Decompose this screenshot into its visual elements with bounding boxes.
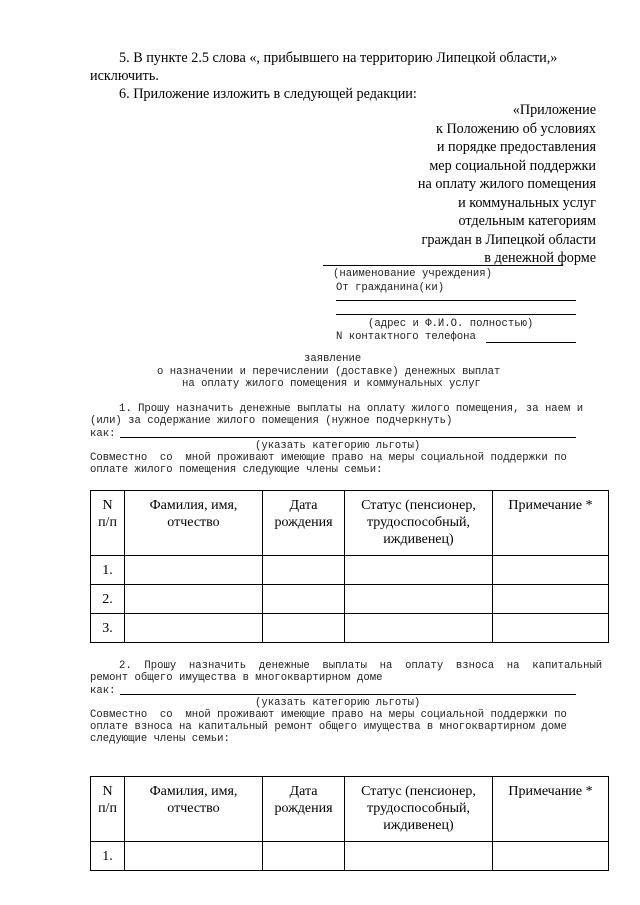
form-subtitle-2: на оплату жилого помещения и коммунальных услуг xyxy=(182,378,481,390)
section1-line1: 1. Прошу назначить денежные выплаты на оплату жилого помещения, за наем и xyxy=(119,403,584,415)
cell-full-name[interactable] xyxy=(125,614,263,643)
phone-line[interactable] xyxy=(486,342,576,343)
table-row xyxy=(91,585,609,614)
cell-birth-date[interactable] xyxy=(263,614,345,643)
citizen-line-2[interactable] xyxy=(336,314,576,315)
section1-category-line[interactable] xyxy=(120,437,576,438)
header-birth-date: Дата рождения xyxy=(263,491,345,556)
citizen-line-1[interactable] xyxy=(336,300,576,301)
institution-line[interactable] xyxy=(323,265,563,266)
cell-note[interactable] xyxy=(493,556,609,585)
cell-birth-date[interactable] xyxy=(263,585,345,614)
header-status: Статус (пенсионер, трудоспособный, иждивенец) xyxy=(345,777,493,842)
cell-full-name[interactable] xyxy=(125,556,263,585)
row-number: 2. xyxy=(91,585,125,614)
section1-line2: (или) за содержание жилого помещения (нужное подчеркнуть) xyxy=(90,415,453,427)
family-members-table-1 xyxy=(90,490,609,643)
para-6: 6. Приложение изложить в следующей редакции: xyxy=(119,86,417,102)
header-note: Примечание * xyxy=(493,491,609,556)
header-birth-date: Дата рождения xyxy=(263,777,345,842)
section1-kak: как: xyxy=(90,428,116,440)
cell-birth-date[interactable] xyxy=(263,556,345,585)
header-number: N п/п xyxy=(91,491,125,556)
header-full-name: Фамилия, имя, отчество xyxy=(125,777,263,842)
cell-status[interactable] xyxy=(345,614,493,643)
section2-members-line2: оплате взноса на капитальный ремонт общего имущества в многоквартирном доме xyxy=(90,721,567,733)
institution-caption: (наименование учреждения) xyxy=(333,268,492,280)
phone-label: N контактного телефона xyxy=(336,331,476,343)
appendix-header-line: «Приложение xyxy=(512,102,596,118)
section2-kak: как: xyxy=(90,685,116,697)
appendix-header-line: в денежной форме xyxy=(484,250,596,266)
para-5-line1: 5. В пункте 2.5 слова «, прибывшего на территорию Липецкой области,» xyxy=(119,50,558,66)
section2-members-line3: следующие члены семьи: xyxy=(90,733,230,745)
row-number: 1. xyxy=(91,556,125,585)
cell-full-name[interactable] xyxy=(125,842,263,871)
cell-status[interactable] xyxy=(345,842,493,871)
cell-note[interactable] xyxy=(493,585,609,614)
header-full-name: Фамилия, имя, отчество xyxy=(125,491,263,556)
appendix-header-line: граждан в Липецкой области xyxy=(421,231,596,248)
table-row xyxy=(91,556,609,585)
section2-category-line[interactable] xyxy=(120,694,576,695)
appendix-header-line: мер социальной поддержки xyxy=(429,157,596,174)
form-title: заявление xyxy=(304,353,362,365)
table-row xyxy=(91,842,609,871)
cell-note[interactable] xyxy=(493,842,609,871)
row-number: 3. xyxy=(91,614,125,643)
appendix-header-line: и порядке предоставления xyxy=(436,139,596,155)
section1-category-caption: (указать категорию льготы) xyxy=(255,440,421,452)
appendix-header-line: к Положению об условиях xyxy=(436,120,596,137)
section1-members-line1: Совместно со мной проживают имеющие право на меры социальной поддержки по xyxy=(90,452,567,464)
address-caption: (адрес и Ф.И.О. полностью) xyxy=(368,318,534,330)
form-subtitle-1: о назначении и перечислении (доставке) денежных выплат xyxy=(157,366,501,378)
appendix-header-line: отдельным категориям xyxy=(458,213,596,229)
header-status: Статус (пенсионер, трудоспособный, иждивенец) xyxy=(345,491,493,556)
cell-note[interactable] xyxy=(493,614,609,643)
family-members-table-2 xyxy=(90,776,609,871)
section2-line1: 2. Прошу назначить денежные выплаты на оплату взноса на капитальный xyxy=(119,660,603,672)
header-note: Примечание * xyxy=(493,777,609,842)
para-5-line2: исключить. xyxy=(90,68,159,84)
appendix-header-line: на оплату жилого помещения xyxy=(417,176,596,192)
header-number: N п/п xyxy=(91,777,125,842)
section2-line2: ремонт общего имущества в многоквартирном доме xyxy=(90,672,383,684)
appendix-header-line: и коммунальных услуг xyxy=(458,194,596,211)
from-citizen-label: От гражданина(ки) xyxy=(336,282,445,294)
section2-members-line1: Совместно со мной проживают имеющие право на меры социальной поддержки по xyxy=(90,709,567,721)
cell-birth-date[interactable] xyxy=(263,842,345,871)
cell-status[interactable] xyxy=(345,556,493,585)
row-number: 1. xyxy=(91,842,125,871)
appendix-header xyxy=(360,101,596,268)
cell-full-name[interactable] xyxy=(125,585,263,614)
section2-category-caption: (указать категорию льготы) xyxy=(255,697,421,709)
table-row xyxy=(91,614,609,643)
cell-status[interactable] xyxy=(345,585,493,614)
section1-members-line2: оплате жилого помещения следующие члены семьи: xyxy=(90,464,383,476)
